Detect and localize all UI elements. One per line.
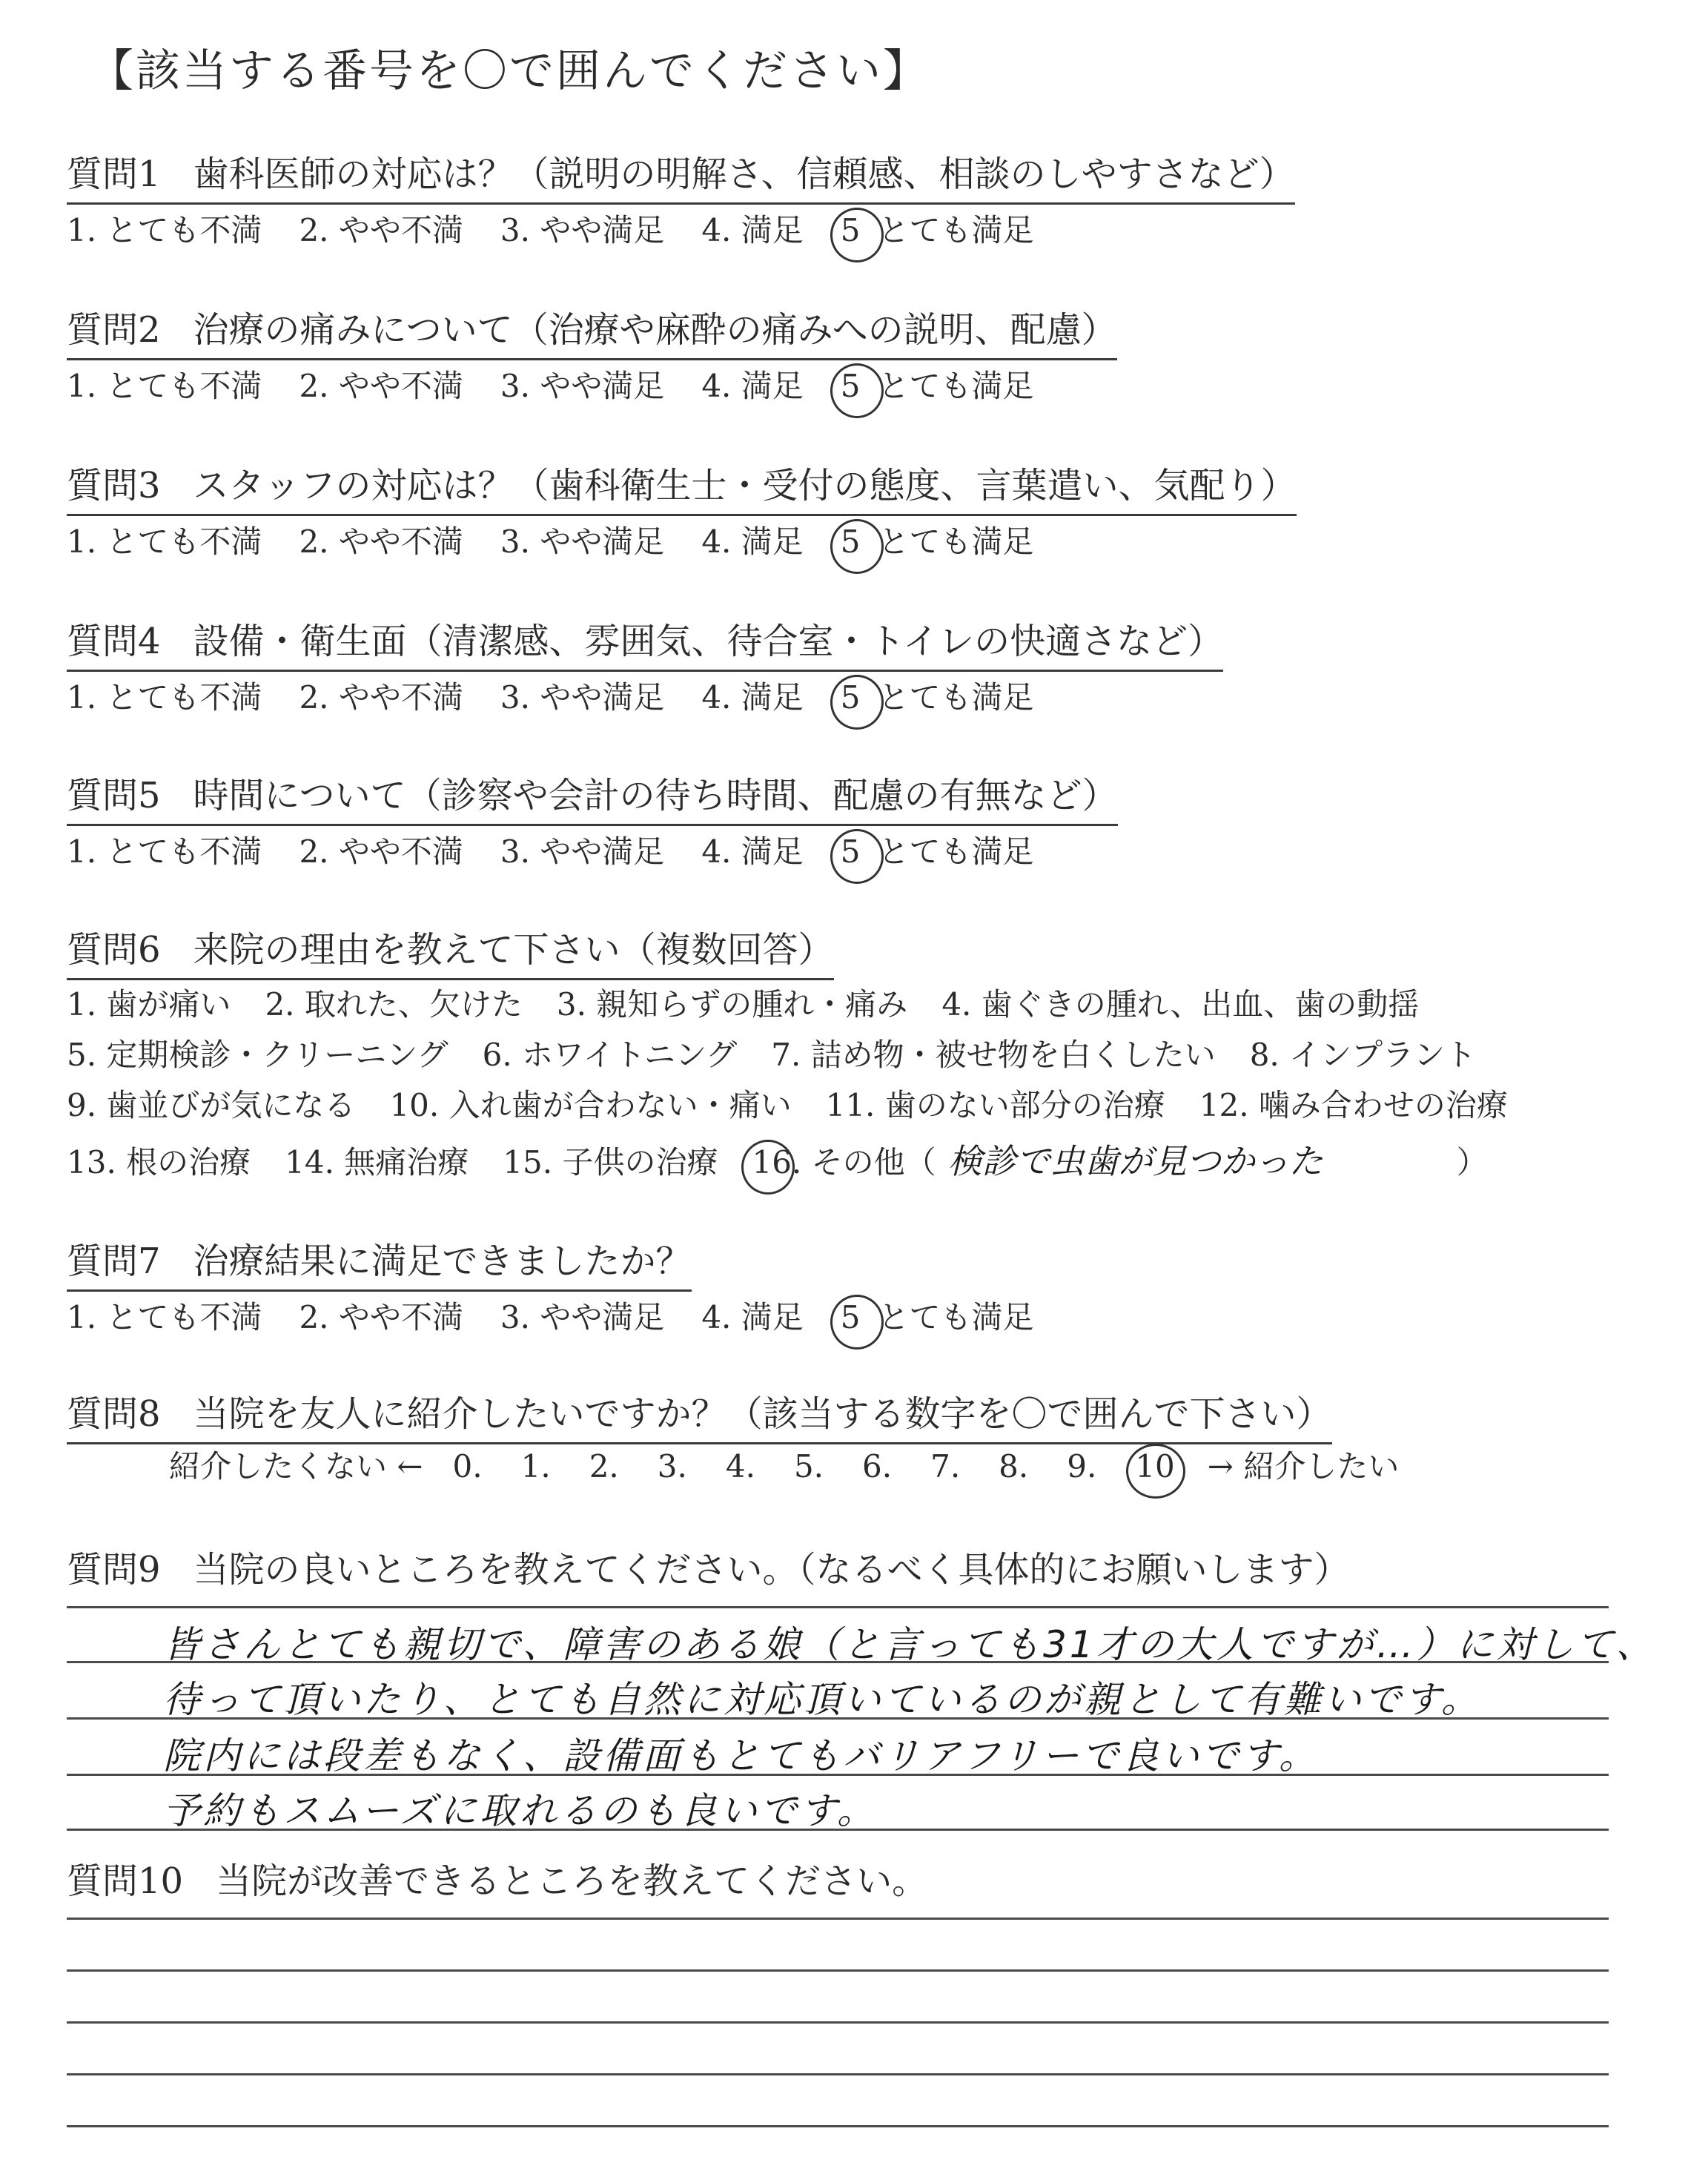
question-3-text: スタッフの対応は？（歯科衛生士・受付の態度、言葉遣い、気配り）	[193, 465, 1297, 506]
question-1-heading	[67, 145, 1295, 205]
q6-reason-7[interactable]: 7. 詰め物・被せ物を白くしたい	[771, 1037, 1216, 1073]
q4-option-2[interactable]: 2. やや不満	[299, 679, 463, 716]
q6-reason-11[interactable]: 11. 歯のない部分の治療	[825, 1087, 1165, 1123]
q4-option-5-selected[interactable]: 5	[840, 679, 861, 716]
q4-option-3[interactable]: 3. やや満足	[500, 679, 665, 716]
q8-left-label: 紹介したくない ←	[169, 1448, 423, 1484]
question-6-text: 来院の理由を教えて下さい（複数回答）	[193, 929, 834, 971]
q3-option-5-selected[interactable]: 5	[840, 524, 861, 560]
q6-reason-16-selected[interactable]: 16	[752, 1144, 792, 1180]
question-1-options	[67, 206, 1071, 251]
q6-reason-12[interactable]: 12. 噛み合わせの治療	[1199, 1087, 1508, 1123]
q7-option-5-selected[interactable]: 5	[840, 1299, 861, 1335]
q9-answer-line-4[interactable]: 予約もスムーズに取れるのも良いです。	[163, 1789, 877, 1832]
q10-answer-rule	[67, 1969, 1609, 1972]
q8-score-1[interactable]: 1.	[520, 1448, 551, 1484]
question-2-text: 治療の痛みについて（治療や麻酔の痛みへの説明、配慮）	[193, 309, 1117, 351]
q1-option-5-selected[interactable]: 5	[840, 212, 861, 248]
q2-option-5-label: とても満足	[878, 368, 1034, 404]
question-4-options	[67, 673, 1071, 718]
question-4-text: 設備・衛生面（清潔感、雰囲気、待合室・トイレの快適さなど）	[193, 621, 1224, 662]
q5-option-1[interactable]: 1. とても不満	[67, 833, 262, 870]
question-1-number: 質問1	[67, 153, 161, 195]
q1-option-2[interactable]: 2. やや不満	[299, 212, 463, 248]
q3-option-3[interactable]: 3. やや満足	[500, 524, 665, 560]
q3-option-5-label: とても満足	[878, 524, 1034, 560]
q8-score-5[interactable]: 5.	[793, 1448, 824, 1484]
q6-reason-2[interactable]: 2. 取れた、欠けた	[265, 986, 523, 1023]
q8-score-4[interactable]: 4.	[725, 1448, 755, 1484]
question-7-options	[67, 1293, 1071, 1338]
question-9-number: 質問9	[67, 1549, 161, 1591]
q1-option-4[interactable]: 4. 満足	[701, 212, 804, 248]
q1-option-5-label: とても満足	[878, 212, 1034, 248]
q6-reason-10[interactable]: 10. 入れ歯が合わない・痛い	[389, 1087, 792, 1123]
q8-score-2[interactable]: 2.	[589, 1448, 619, 1484]
q8-recommend-scale	[169, 1442, 1437, 1487]
q7-option-4[interactable]: 4. 満足	[701, 1299, 804, 1335]
question-3-number: 質問3	[67, 465, 161, 506]
question-7-text: 治療結果に満足できましたか？	[193, 1241, 692, 1282]
question-8-heading	[67, 1385, 1332, 1444]
q6-reasons-line-4	[67, 1135, 1522, 1183]
q10-answer-rule	[67, 2125, 1609, 2127]
question-5-options	[67, 828, 1071, 872]
q10-answer-rule	[67, 1918, 1609, 1920]
question-10-heading	[67, 1852, 927, 1909]
q6-reason-1[interactable]: 1. 歯が痛い	[67, 986, 231, 1023]
question-2-heading	[67, 301, 1117, 360]
q2-option-4[interactable]: 4. 満足	[701, 368, 804, 404]
q6-reason-5[interactable]: 5. 定期検診・クリーニング	[67, 1037, 448, 1073]
q5-option-5-selected[interactable]: 5	[840, 833, 861, 870]
question-3-heading	[67, 457, 1297, 516]
q8-right-label: → 紹介したい	[1207, 1448, 1400, 1484]
q6-reason-3[interactable]: 3. 親知らずの腫れ・痛み	[556, 986, 908, 1023]
question-8-number: 質問8	[67, 1393, 161, 1435]
q2-option-5-selected[interactable]: 5	[840, 368, 861, 404]
q2-option-2[interactable]: 2. やや不満	[299, 368, 463, 404]
question-6-heading	[67, 921, 834, 980]
q6-other-label: . その他（	[791, 1144, 936, 1180]
q6-reasons-line-2	[67, 1031, 1510, 1075]
q3-option-2[interactable]: 2. やや不満	[299, 524, 463, 560]
q8-score-6[interactable]: 6.	[862, 1448, 893, 1484]
question-10-text: 当院が改善できるところを教えてください。	[216, 1860, 928, 1902]
question-5-heading	[67, 767, 1118, 826]
page-title: 【該当する番号を〇で囲んでください】	[89, 45, 930, 97]
q9-answer-rule	[67, 1606, 1609, 1608]
q7-option-1[interactable]: 1. とても不満	[67, 1299, 262, 1335]
q6-reason-13[interactable]: 13. 根の治療	[67, 1144, 251, 1180]
q2-option-1[interactable]: 1. とても不満	[67, 368, 262, 404]
q1-option-1[interactable]: 1. とても不満	[67, 212, 262, 248]
q6-reason-4[interactable]: 4. 歯ぐきの腫れ、出血、歯の動揺	[941, 986, 1420, 1023]
q4-option-1[interactable]: 1. とても不満	[67, 679, 262, 716]
q8-score-8[interactable]: 8.	[999, 1448, 1029, 1484]
q6-reasons-line-3	[67, 1081, 1542, 1126]
q7-option-5-label: とても満足	[878, 1299, 1034, 1335]
q6-reason-14[interactable]: 14. 無痛治療	[285, 1144, 469, 1180]
question-2-number: 質問2	[67, 309, 161, 351]
q4-option-4[interactable]: 4. 満足	[701, 679, 804, 716]
question-8-text: 当院を友人に紹介したいですか？（該当する数字を〇で囲んで下さい）	[193, 1393, 1332, 1435]
q9-answer-line-1[interactable]: 皆さんとても親切で、障害のある娘（と言っても31才の大人ですが…）に対して、	[163, 1623, 1656, 1666]
q6-reasons-line-1	[67, 980, 1453, 1025]
question-4-number: 質問4	[67, 621, 161, 662]
q5-option-4[interactable]: 4. 満足	[701, 833, 804, 870]
q7-option-2[interactable]: 2. やや不満	[299, 1299, 463, 1335]
q3-option-1[interactable]: 1. とても不満	[67, 524, 262, 560]
q6-other-handwritten[interactable]: 検診で虫歯が見つかった	[947, 1141, 1323, 1181]
q6-other-close: ）	[1456, 1144, 1488, 1180]
q6-reason-8[interactable]: 8. インプラント	[1249, 1037, 1477, 1073]
question-2-options	[67, 362, 1071, 406]
q10-answer-rule	[67, 2073, 1609, 2075]
q3-option-4[interactable]: 4. 満足	[701, 524, 804, 560]
q5-option-3[interactable]: 3. やや満足	[500, 833, 665, 870]
q8-score-9[interactable]: 9.	[1067, 1448, 1097, 1484]
question-9-heading	[67, 1541, 1350, 1598]
question-9-text: 当院の良いところを教えてください。（なるべく具体的にお願いします）	[193, 1549, 1350, 1591]
question-7-number: 質問7	[67, 1241, 161, 1282]
q8-score-10-selected[interactable]: 10	[1135, 1448, 1175, 1484]
q10-answer-rule	[67, 2021, 1609, 2024]
question-5-number: 質問5	[67, 775, 161, 816]
question-6-number: 質問6	[67, 929, 161, 971]
question-3-options	[67, 518, 1071, 562]
q6-reason-15[interactable]: 15. 子供の治療	[503, 1144, 718, 1180]
question-10-number: 質問10	[67, 1860, 184, 1902]
q9-answer-line-3[interactable]: 院内には段差もなく、設備面もとてもバリアフリーで良いです。	[163, 1734, 1319, 1777]
question-7-heading	[67, 1232, 692, 1292]
q8-score-0[interactable]: 0.	[452, 1448, 483, 1484]
question-4-heading	[67, 612, 1223, 672]
q9-answer-line-2[interactable]: 待って頂いたり、とても自然に対応頂いているのが親として有難いです。	[163, 1678, 1481, 1721]
q5-option-5-label: とても満足	[878, 833, 1034, 870]
q5-option-2[interactable]: 2. やや不満	[299, 833, 463, 870]
q6-reason-6[interactable]: 6. ホワイトニング	[482, 1037, 738, 1073]
q1-option-3[interactable]: 3. やや満足	[500, 212, 665, 248]
q8-score-3[interactable]: 3.	[657, 1448, 687, 1484]
question-1-text: 歯科医師の対応は？（説明の明解さ、信頼感、相談のしやすさなど）	[193, 153, 1295, 195]
q6-reason-9[interactable]: 9. 歯並びが気になる	[67, 1087, 356, 1123]
question-5-text: 時間について（診察や会計の待ち時間、配慮の有無など）	[193, 775, 1118, 816]
q8-score-7[interactable]: 7.	[930, 1448, 961, 1484]
q7-option-3[interactable]: 3. やや満足	[500, 1299, 665, 1335]
q2-option-3[interactable]: 3. やや満足	[500, 368, 665, 404]
q4-option-5-label: とても満足	[878, 679, 1034, 716]
